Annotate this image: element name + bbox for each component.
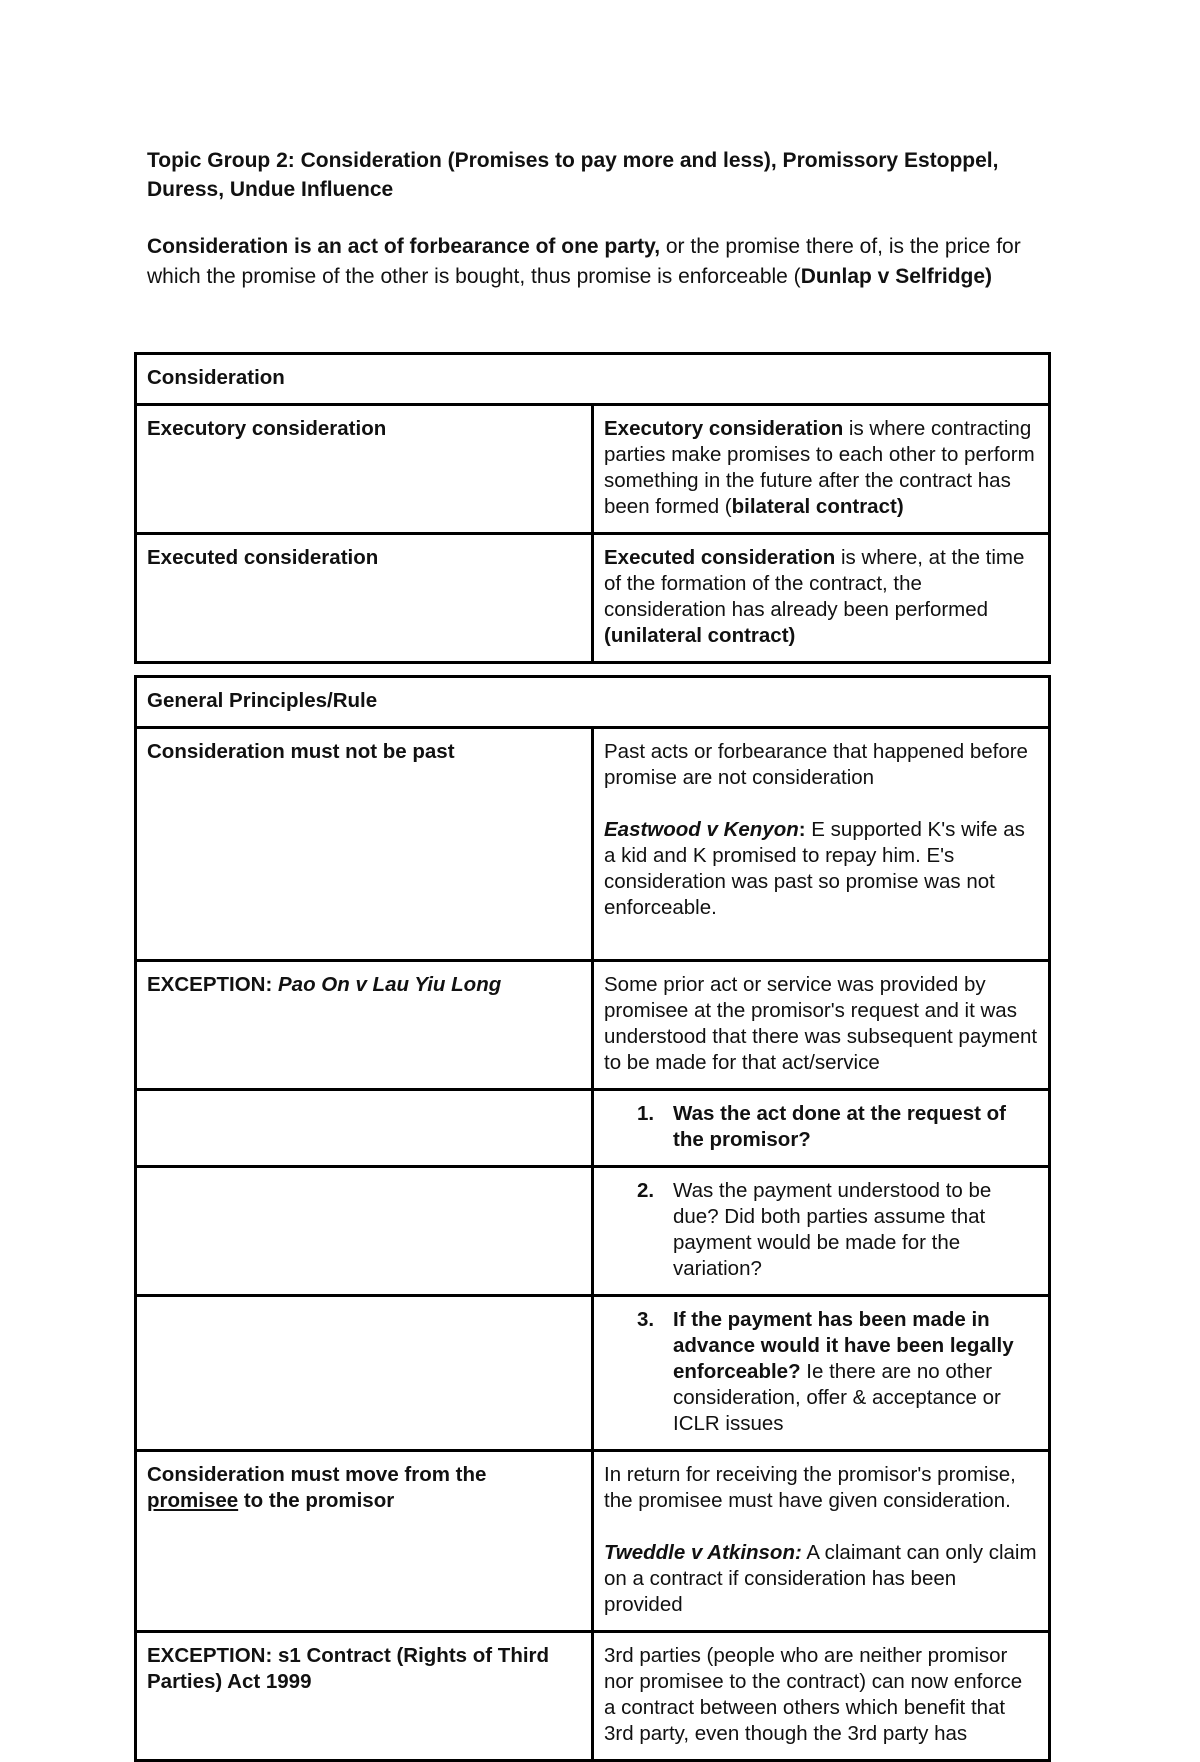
question-bold: If the payment has been made in advance would it have been legally enforceable? xyxy=(673,1308,1014,1383)
numbered-question xyxy=(604,1101,1038,1153)
case-text: E supported K's wife as a kid and K promised to repay him. E's consideration was past so promise was not enforceable. xyxy=(604,818,1025,919)
intro-bold-lead: Consideration is an act of forbearance of one party, xyxy=(147,235,661,258)
term-bold-end: (unilateral contract) xyxy=(604,624,796,647)
label-underlined: promisee xyxy=(147,1489,239,1512)
question-number: 1. xyxy=(637,1102,655,1125)
exception-label: EXCEPTION: xyxy=(147,973,278,996)
term-bold: Executed consideration xyxy=(604,546,836,569)
case-name: Tweddle v Atkinson: xyxy=(604,1541,802,1564)
question-plain: Ie there are no other consideration, offer & acceptance or ICLR issues xyxy=(673,1360,1001,1435)
label-part: to the promisor xyxy=(238,1489,395,1512)
case-colon: : xyxy=(798,818,806,841)
intro-paragraph xyxy=(147,232,1067,292)
case-paragraph xyxy=(604,1540,1038,1618)
table-header-row xyxy=(136,677,1050,728)
rule-text: Past acts or forbearance that happened before promise are not consideration xyxy=(604,740,1028,789)
row-description xyxy=(593,405,1050,534)
general-principles-table xyxy=(134,675,1051,1762)
row-label: Executed consideration xyxy=(136,534,593,663)
row-description xyxy=(593,1296,1050,1451)
row-label: EXCEPTION: s1 Contract (Rights of Third Parties) Act 1999 xyxy=(136,1632,593,1761)
table-row xyxy=(136,1090,1050,1167)
table-row xyxy=(136,961,1050,1090)
row-label xyxy=(136,1451,593,1632)
numbered-question xyxy=(604,1307,1038,1437)
term-text: is where, at the time of the formation of the contract, the consideration has already been performed xyxy=(604,546,1025,621)
numbered-question xyxy=(604,1178,1038,1282)
table-row xyxy=(136,1296,1050,1451)
row-label-empty xyxy=(136,1090,593,1167)
case-name: Eastwood v Kenyon xyxy=(604,818,799,841)
table-row xyxy=(136,1632,1050,1761)
table-header-cell: Consideration xyxy=(136,354,1050,405)
table-row xyxy=(136,1451,1050,1632)
document-title: Topic Group 2: Consideration (Promises to pay more and less), Promissory Estoppel, Duress, Undue Influence xyxy=(147,149,999,201)
row-description xyxy=(593,1451,1050,1632)
row-description xyxy=(593,728,1050,961)
row-label xyxy=(136,961,593,1090)
question-text xyxy=(673,1101,1038,1153)
consideration-types-table xyxy=(134,352,1051,664)
question-text xyxy=(673,1307,1038,1437)
term-text: is where contracting parties make promises to each other to perform something in the future after the contract has been formed ( xyxy=(604,417,1035,518)
table-row xyxy=(136,534,1050,663)
case-text: A claimant can only claim on a contract if consideration has been provided xyxy=(604,1541,1037,1616)
question-plain: Was the payment understood to be due? Did both parties assume that payment would be made for the variation? xyxy=(673,1179,992,1280)
row-description xyxy=(593,534,1050,663)
table-row xyxy=(136,1167,1050,1296)
question-bold: Was the act done at the request of the promisor? xyxy=(673,1102,1006,1151)
table-header-row xyxy=(136,354,1050,405)
table-row xyxy=(136,405,1050,534)
term-bold-end: bilateral contract) xyxy=(731,495,904,518)
rule-text: In return for receiving the promisor's promise, the promisee must have given consideration. xyxy=(604,1463,1016,1512)
row-description xyxy=(593,1167,1050,1296)
intro-case: Dunlap v Selfridge) xyxy=(800,265,993,288)
row-label-empty xyxy=(136,1167,593,1296)
case-paragraph xyxy=(604,817,1038,921)
row-label: Executory consideration xyxy=(136,405,593,534)
row-description xyxy=(593,1090,1050,1167)
label-part: Consideration must move from the xyxy=(147,1463,487,1486)
row-label-empty xyxy=(136,1296,593,1451)
case-name: Pao On v Lau Yiu Long xyxy=(278,973,502,996)
row-label: Consideration must not be past xyxy=(136,728,593,961)
row-description: 3rd parties (people who are neither promisor nor promisee to the contract) can now enforce a contract between others which benefit that 3rd party, even though the 3rd party has xyxy=(593,1632,1050,1761)
question-number: 3. xyxy=(637,1308,655,1331)
table-header-cell: General Principles/Rule xyxy=(136,677,1050,728)
table-row xyxy=(136,728,1050,961)
term-bold: Executory consideration xyxy=(604,417,844,440)
question-text xyxy=(673,1178,1038,1282)
question-number: 2. xyxy=(637,1179,655,1202)
row-description: Some prior act or service was provided by promisee at the promisor's request and it was understood that there was subsequent payment to be made for that act/service xyxy=(593,961,1050,1090)
intro-text: or the promise there of, is the price for which the promise of the other is bought, thus promise is enforceable ( xyxy=(147,235,1021,288)
